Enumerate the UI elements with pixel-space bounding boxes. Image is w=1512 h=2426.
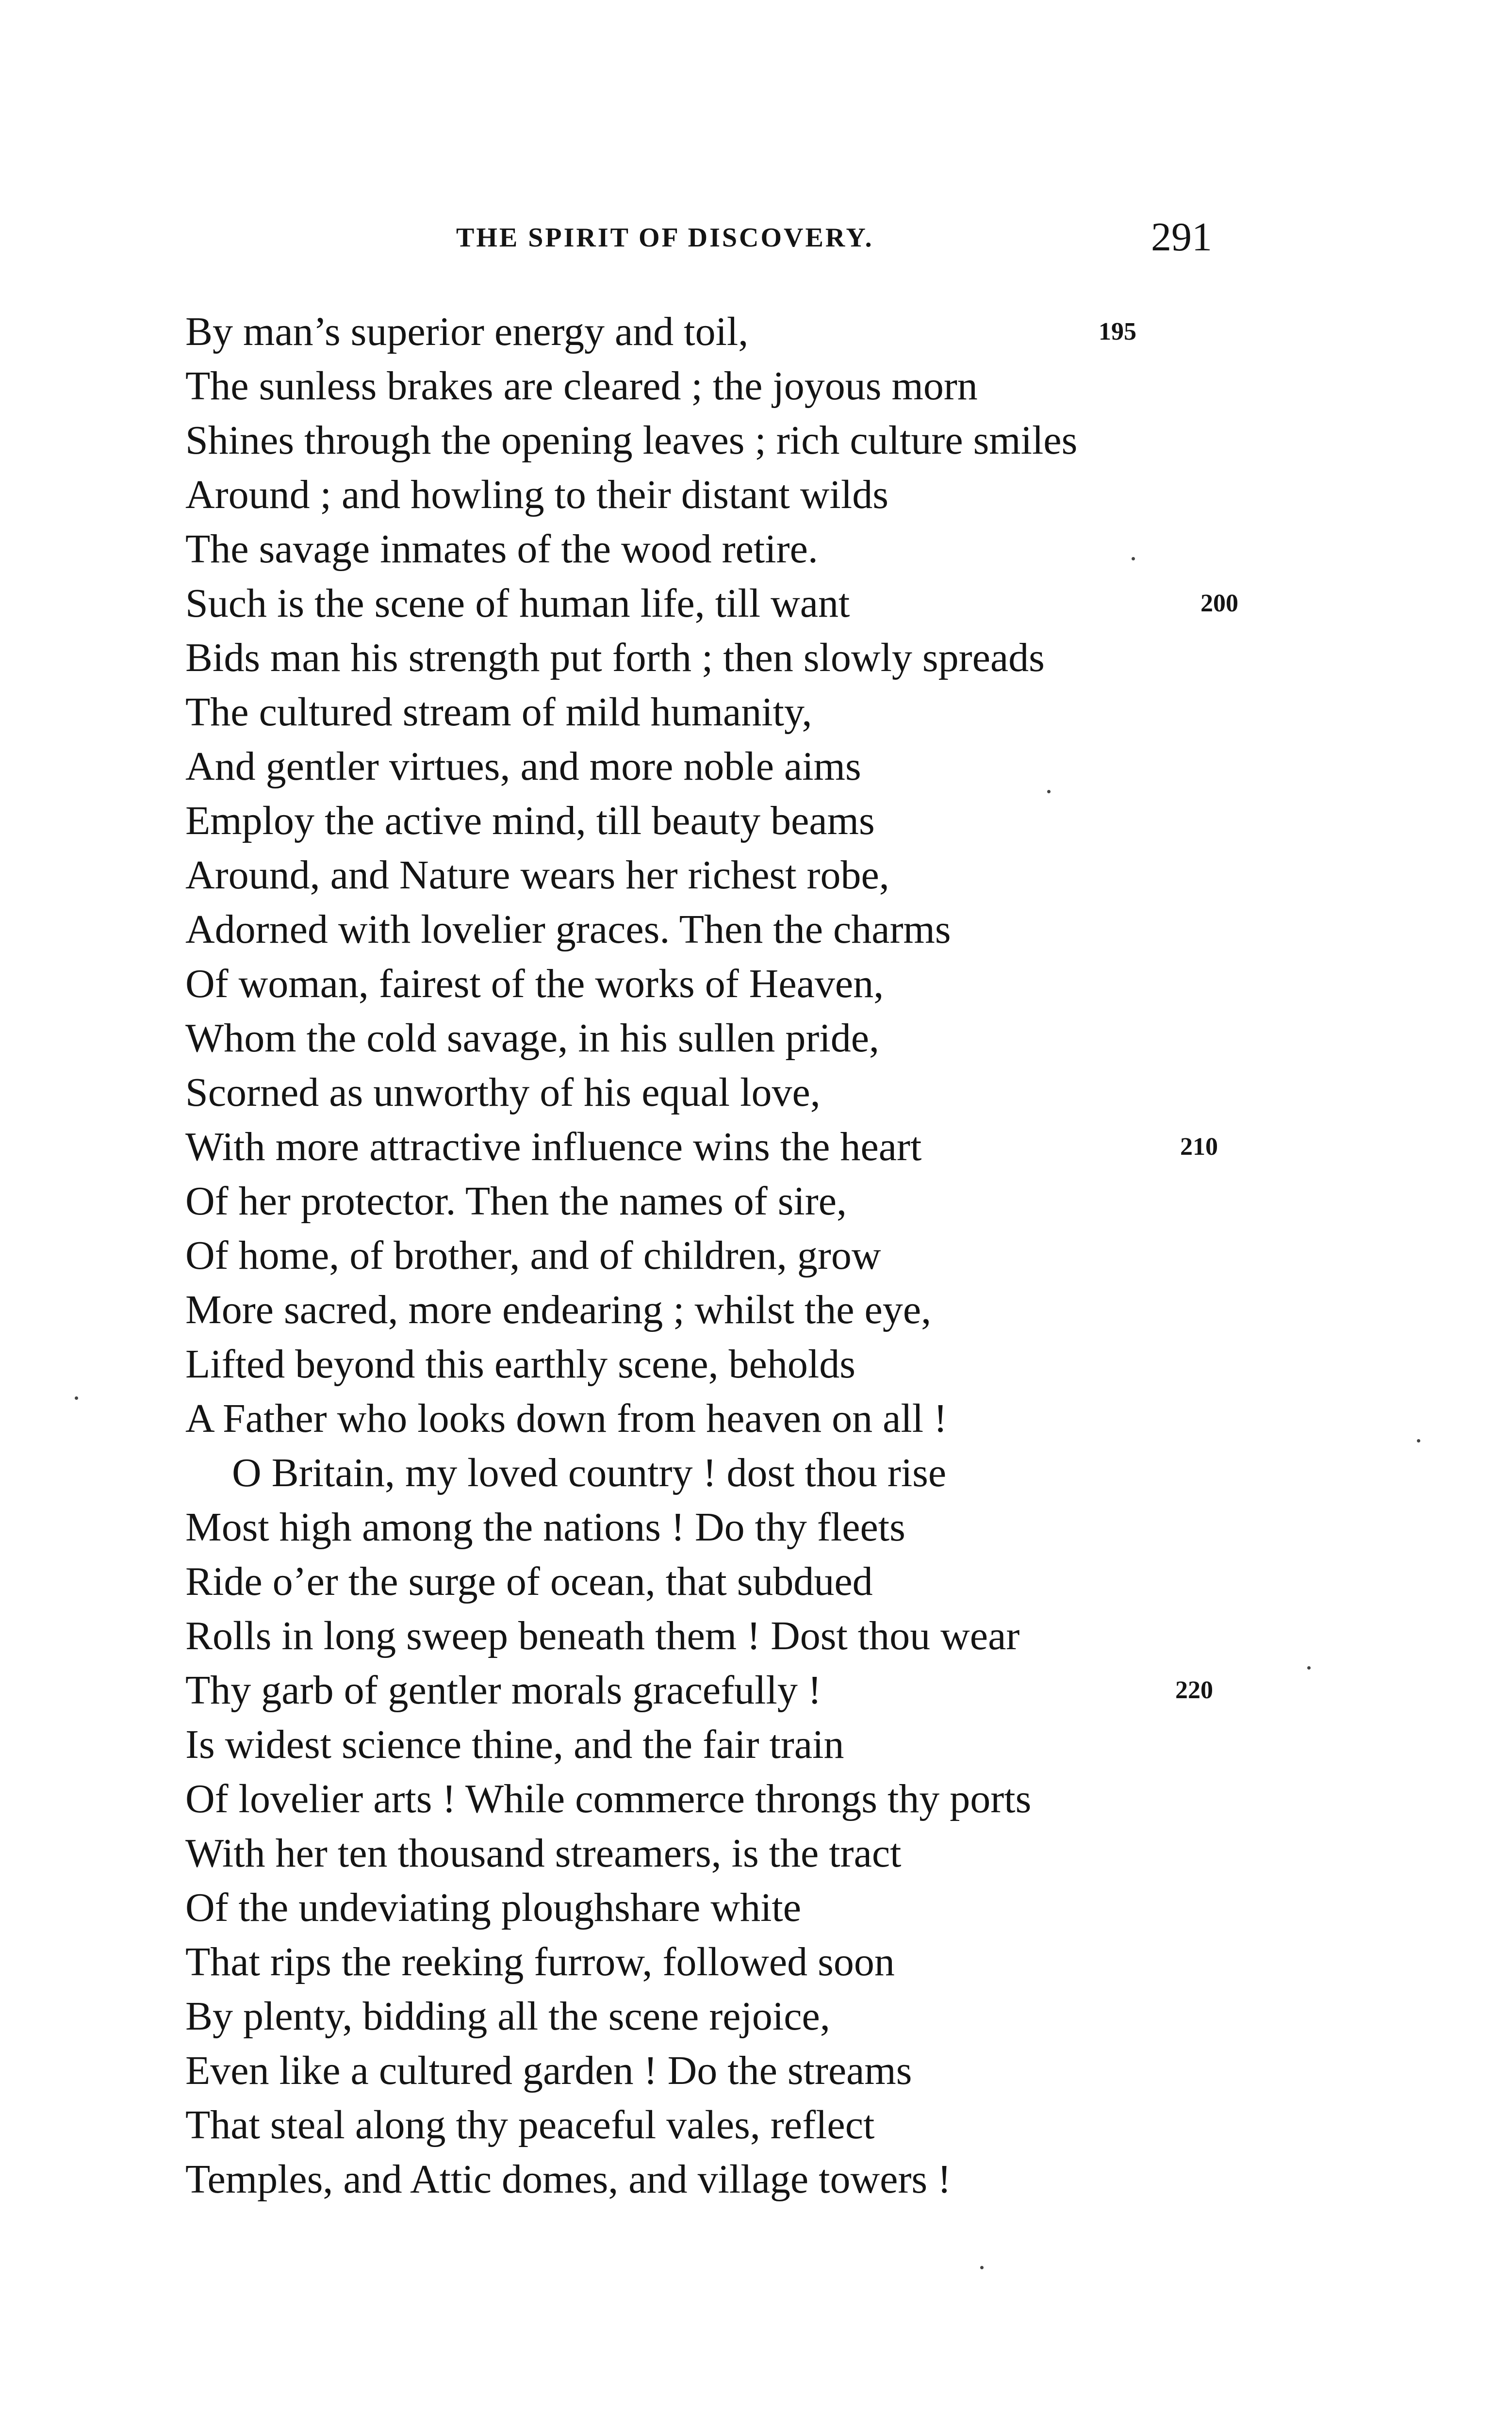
poem-line: Of her protector. Then the names of sire,	[185, 1179, 847, 1224]
poem-line: Thy garb of gentler morals gracefully ! 220	[185, 1663, 1301, 1718]
poem-line: Temples, and Attic domes, and village towers !	[185, 2157, 952, 2202]
poem-text	[185, 305, 1301, 2207]
poem-line: Of lovelier arts ! While commerce throngs thy ports	[185, 1776, 1032, 1821]
poem-line: More sacred, more endearing ; whilst the eye,	[185, 1287, 932, 1332]
poem-line: Shines through the opening leaves ; rich culture smiles	[185, 418, 1078, 463]
page-number: 291	[1151, 214, 1212, 260]
poem-line: Ride o’er the surge of ocean, that subdued	[185, 1559, 873, 1604]
poem-line: With her ten thousand streamers, is the tract	[185, 1831, 902, 1876]
poem-line: By plenty, bidding all the scene rejoice,	[185, 1994, 830, 2039]
poem-line: And gentler virtues, and more noble aims	[185, 744, 861, 789]
poem-line: The sunless brakes are cleared ; the joyous morn	[185, 363, 978, 409]
line-number: 220	[1175, 1676, 1213, 1704]
poem-line: By man’s superior energy and toil, 195	[185, 305, 1301, 359]
poem-line: That steal along thy peaceful vales, reflect	[185, 2102, 875, 2147]
poem-line: Most high among the nations ! Do thy fleets	[185, 1505, 905, 1550]
poem-line: That rips the reeking furrow, followed soon	[185, 1939, 895, 1984]
ink-speck	[75, 1396, 78, 1400]
poem-line: Of home, of brother, and of children, grow	[185, 1233, 881, 1278]
poem-line: Of woman, fairest of the works of Heaven,	[185, 961, 884, 1006]
poem-line: Even like a cultured garden ! Do the streams	[185, 2048, 912, 2093]
poem-line: Is widest science thine, and the fair train	[185, 1722, 844, 1767]
line-number: 200	[1200, 590, 1238, 617]
poem-line: Whom the cold savage, in his sullen pride,	[185, 1016, 880, 1061]
ink-speck	[980, 2266, 984, 2269]
poem-line: Around ; and howling to their distant wilds	[185, 472, 888, 517]
line-number: 195	[1099, 318, 1136, 345]
poem-line: A Father who looks down from heaven on all !	[185, 1396, 948, 1441]
poem-line: With more attractive influence wins the heart 210	[185, 1120, 1301, 1174]
poem-line: Adorned with lovelier graces. Then the charms	[185, 907, 951, 952]
poem-line: Such is the scene of human life, till want 200	[185, 576, 1301, 631]
ink-speck	[1047, 790, 1051, 793]
poem-line: Rolls in long sweep beneath them ! Dost thou wear	[185, 1613, 1020, 1658]
poem-line: O Britain, my loved country ! dost thou rise	[232, 1450, 947, 1495]
poem-line: The savage inmates of the wood retire.	[185, 526, 818, 572]
poem-line: Lifted beyond this earthly scene, beholds	[185, 1342, 855, 1387]
poem-line: Of the undeviating ploughshare white	[185, 1885, 802, 1930]
poem-line: Bids man his strength put forth ; then slowly spreads	[185, 635, 1045, 680]
ink-speck	[1307, 1666, 1311, 1670]
line-number: 210	[1180, 1133, 1218, 1161]
ink-speck	[1132, 557, 1135, 560]
ink-speck	[1417, 1439, 1420, 1442]
running-title: THE SPIRIT OF DISCOVERY.	[456, 223, 874, 253]
poem-line: The cultured stream of mild humanity,	[185, 689, 812, 735]
poem-line: Employ the active mind, till beauty beams	[185, 798, 875, 843]
poem-line: Around, and Nature wears her richest robe,	[185, 852, 889, 898]
poem-line: Scorned as unworthy of his equal love,	[185, 1070, 821, 1115]
